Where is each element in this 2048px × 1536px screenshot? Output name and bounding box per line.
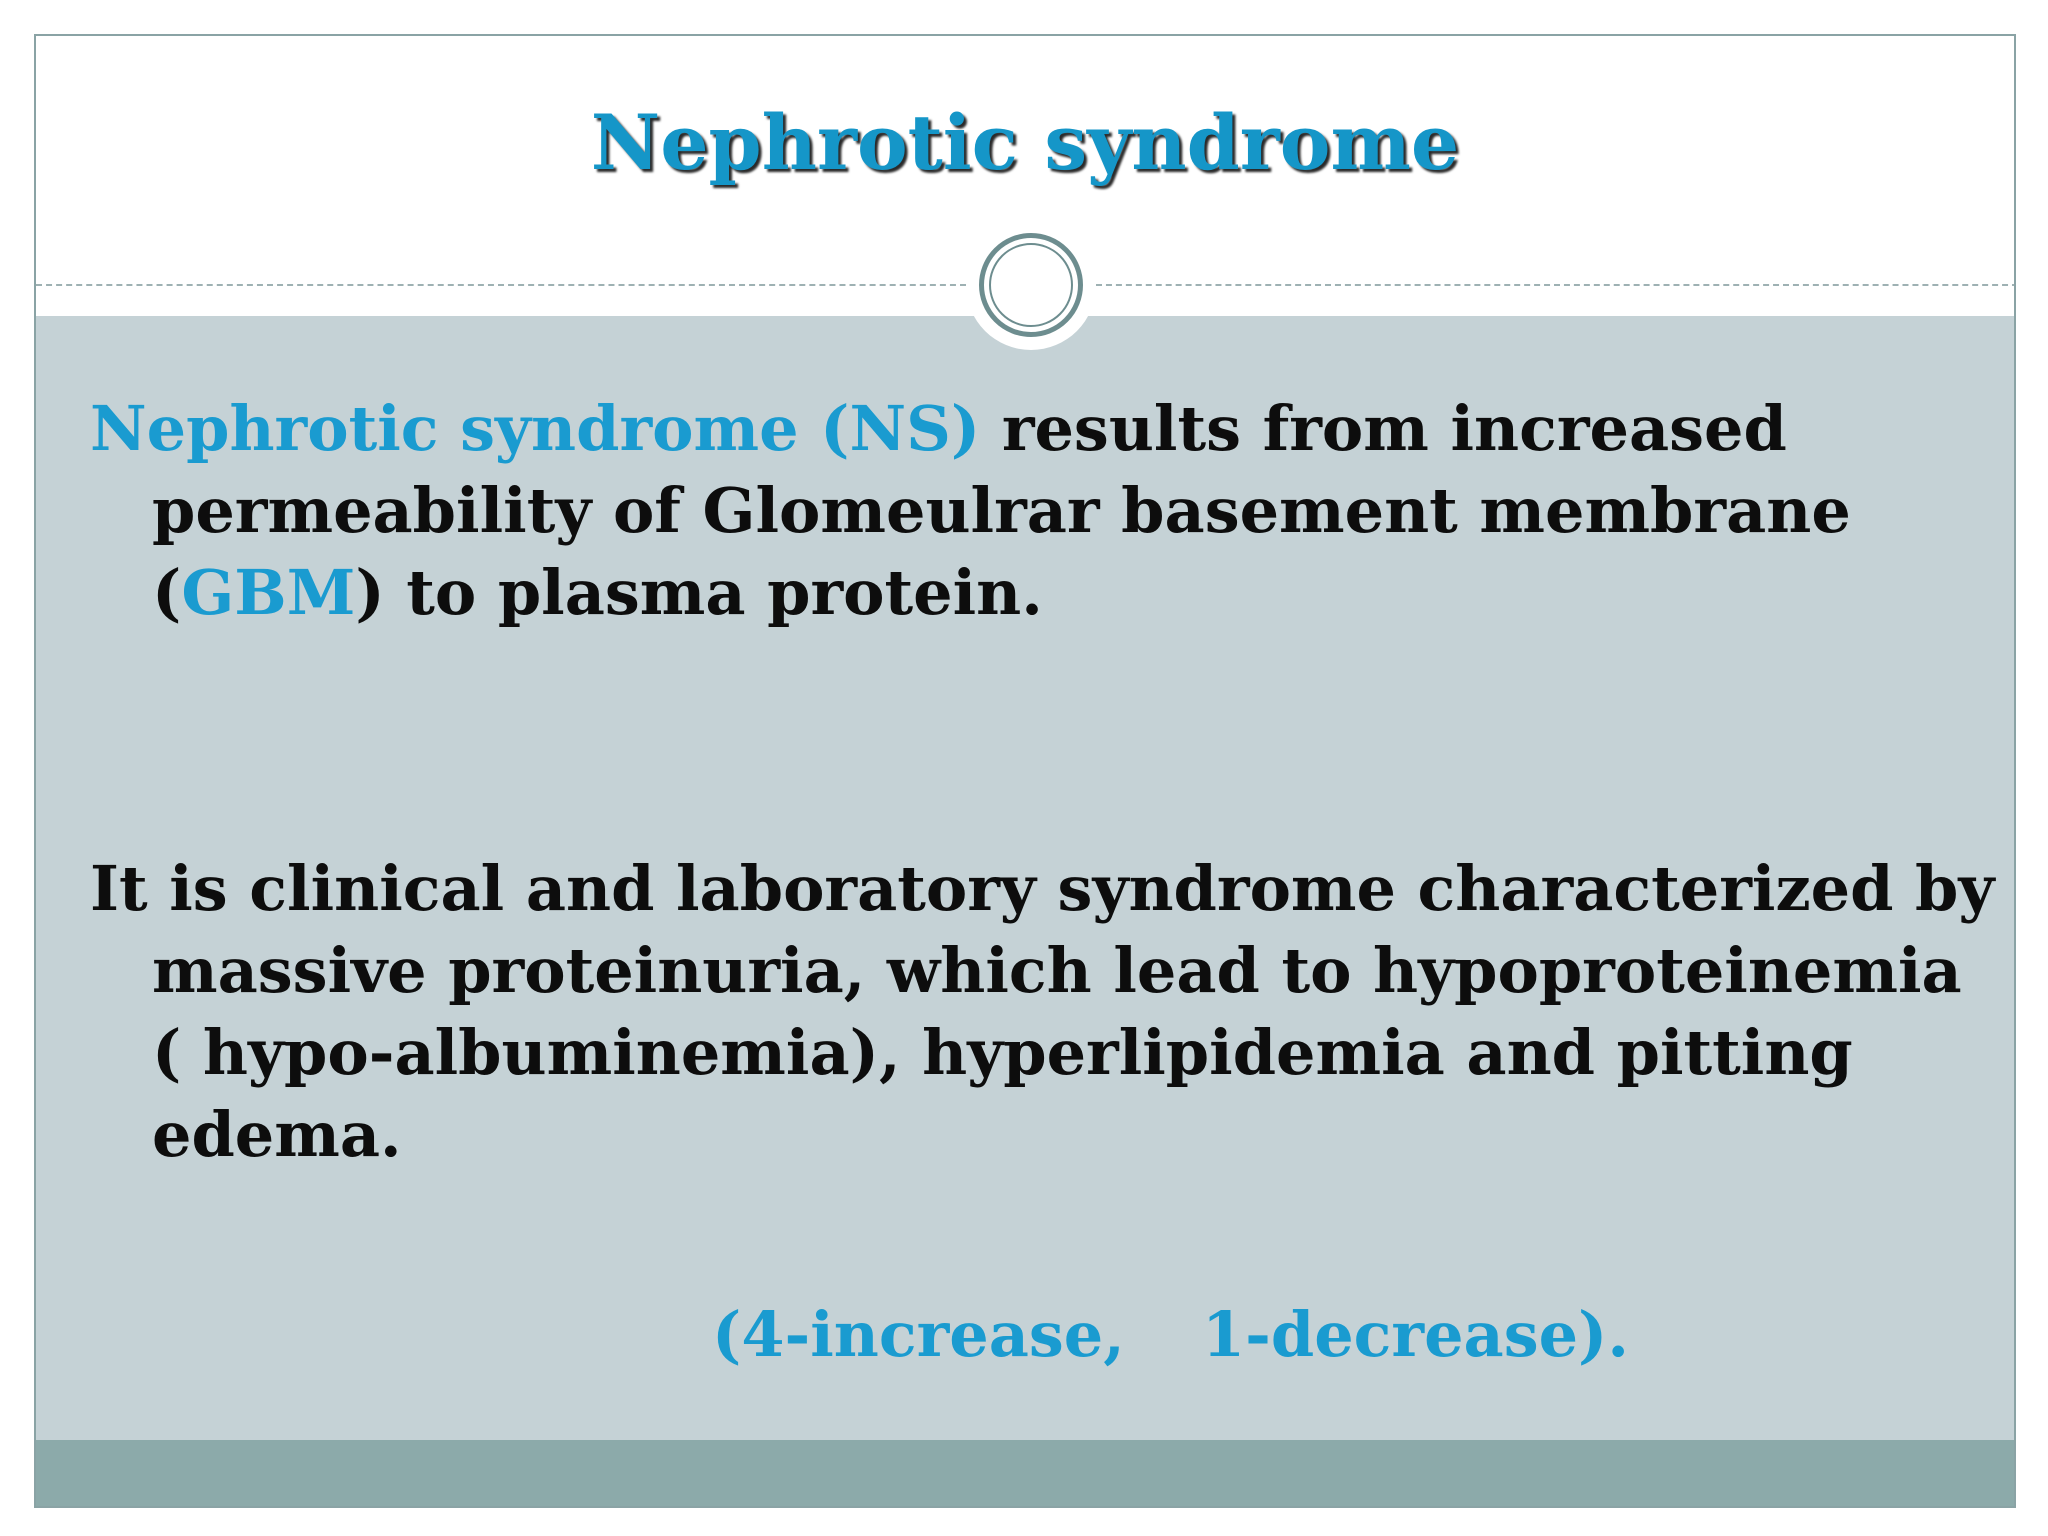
slide — [34, 34, 2016, 1508]
title-divider-right — [1096, 284, 2016, 286]
summary-note — [36, 1294, 2016, 1508]
slide-title: Nephrotic syndrome — [590, 98, 1460, 187]
description-paragraph: It is clinical and laboratory syndrome characterized by massive proteinuria, which lead to hypoproteinemia ( hypo-albuminemia), hyperlipidemia and pitting edema. — [90, 852, 1995, 1171]
definition-text-b: ) to plasma protein. — [355, 556, 1043, 629]
note-decrease: 1-decrease). — [1202, 1298, 1629, 1371]
term-gbm: GBM — [181, 556, 356, 629]
term-nephrotic-syndrome: Nephrotic syndrome (NS) — [90, 392, 981, 465]
title-divider-left — [36, 284, 966, 286]
definition-text-a: results from increased permeability of Glomeulrar basement membrane ( — [152, 392, 1851, 629]
definition-paragraph — [90, 388, 2012, 634]
note-increase: (4-increase, — [712, 1298, 1125, 1371]
circle-ornament-inner-ring — [989, 243, 1073, 327]
